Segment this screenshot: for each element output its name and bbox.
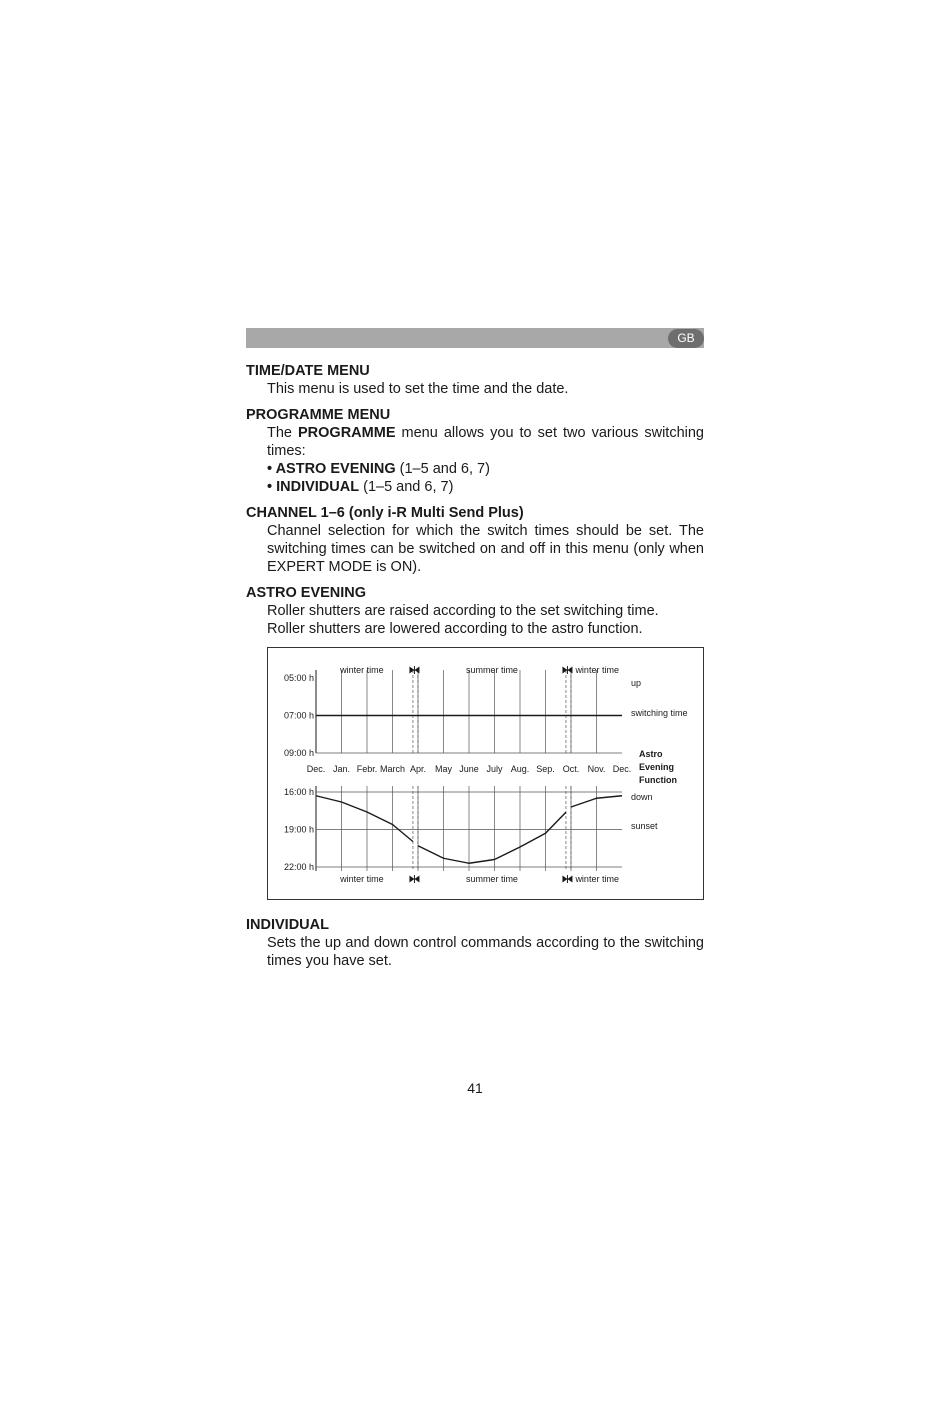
sunset-curve-segment bbox=[316, 796, 413, 842]
summer-time-label: summer time bbox=[465, 665, 518, 675]
summer-time-label: summer time bbox=[465, 874, 518, 884]
sunset-label: sunset bbox=[631, 821, 658, 831]
astro-function-label: Evening bbox=[639, 762, 675, 772]
section-title: TIME/DATE MENU bbox=[246, 363, 370, 379]
language-badge: GB bbox=[668, 329, 704, 348]
month-label: May bbox=[434, 764, 453, 774]
y-tick-label: 07:00 h bbox=[283, 710, 314, 721]
astro-function-label: Function bbox=[639, 775, 677, 785]
month-label: Sep. bbox=[536, 764, 555, 774]
bold-text: ASTRO EVENING bbox=[275, 461, 396, 477]
month-label: Febr. bbox=[356, 764, 378, 774]
paragraph bbox=[267, 424, 704, 460]
list-item bbox=[267, 478, 704, 496]
y-tick-label: 16:00 h bbox=[283, 787, 314, 797]
text: The bbox=[267, 425, 299, 441]
section-body bbox=[267, 522, 704, 576]
paragraph: Channel selection for which the switch times should be set. The switching times can be switched on and off in this menu (only when EXPERT MODE is ON). bbox=[267, 523, 704, 575]
section-astro-evening bbox=[246, 584, 704, 638]
bullet: • bbox=[267, 461, 276, 477]
section-body bbox=[267, 424, 704, 496]
paragraph: Roller shutters are lowered according to the astro function. bbox=[267, 621, 643, 637]
month-label: Nov. bbox=[587, 764, 606, 774]
section-title: PROGRAMME MENU bbox=[246, 407, 391, 423]
page-number: 41 bbox=[467, 1080, 483, 1096]
header-bar bbox=[246, 328, 704, 348]
y-tick-label: 19:00 h bbox=[283, 824, 314, 835]
list-item bbox=[267, 460, 704, 478]
paragraph: This menu is used to set the time and the date. bbox=[267, 381, 569, 397]
section-time-date bbox=[246, 362, 704, 398]
y-tick-label: 22:00 h bbox=[283, 862, 314, 872]
section-body bbox=[267, 602, 704, 638]
astro-function-label: Astro bbox=[639, 749, 663, 759]
month-label: Oct. bbox=[562, 764, 580, 774]
y-tick-label: 09:00 h bbox=[283, 748, 314, 758]
month-label: Apr. bbox=[409, 764, 427, 774]
section-body bbox=[267, 380, 704, 398]
page-content bbox=[246, 362, 704, 978]
section-programme bbox=[246, 406, 704, 496]
winter-time-label: winter time bbox=[575, 665, 619, 675]
month-label: Aug. bbox=[510, 764, 530, 774]
y-tick-label: 05:00 h bbox=[283, 673, 314, 683]
winter-time-label: winter time bbox=[340, 665, 384, 675]
section-channel bbox=[246, 504, 704, 576]
paragraph: Sets the up and down control commands according to the switching times you have set. bbox=[267, 935, 704, 969]
month-label: Jan. bbox=[332, 764, 351, 774]
bold-text: INDIVIDUAL bbox=[276, 479, 360, 495]
month-label: July bbox=[486, 764, 503, 774]
bullet: • bbox=[267, 479, 277, 495]
section-body bbox=[267, 934, 704, 970]
winter-time-label: winter time bbox=[575, 874, 619, 884]
bold-text: PROGRAMME bbox=[298, 425, 396, 441]
switching-time-label: switching time bbox=[631, 708, 688, 718]
text: menu allows you to set two various switching times: bbox=[267, 425, 704, 459]
section-title: CHANNEL 1–6 (only i-R Multi Send Plus) bbox=[246, 505, 524, 521]
astro-evening-chart bbox=[267, 647, 704, 900]
text: (1–5 and 6, 7) bbox=[359, 479, 454, 495]
sunset-curve-segment bbox=[418, 812, 566, 863]
paragraph: Roller shutters are raised according to the set switching time. bbox=[267, 603, 659, 619]
section-title: ASTRO EVENING bbox=[246, 585, 367, 601]
text: (1–5 and 6, 7) bbox=[395, 461, 490, 477]
up-label: up bbox=[631, 678, 642, 688]
section-individual bbox=[246, 916, 704, 970]
chart-svg bbox=[268, 648, 703, 899]
month-label: Dec. bbox=[306, 764, 326, 774]
section-title: INDIVIDUAL bbox=[246, 917, 329, 933]
winter-time-label: winter time bbox=[340, 874, 384, 884]
month-label: Dec. bbox=[612, 764, 632, 774]
down-label: down bbox=[631, 792, 653, 802]
month-label: March bbox=[379, 764, 406, 774]
month-label: June bbox=[459, 764, 479, 774]
